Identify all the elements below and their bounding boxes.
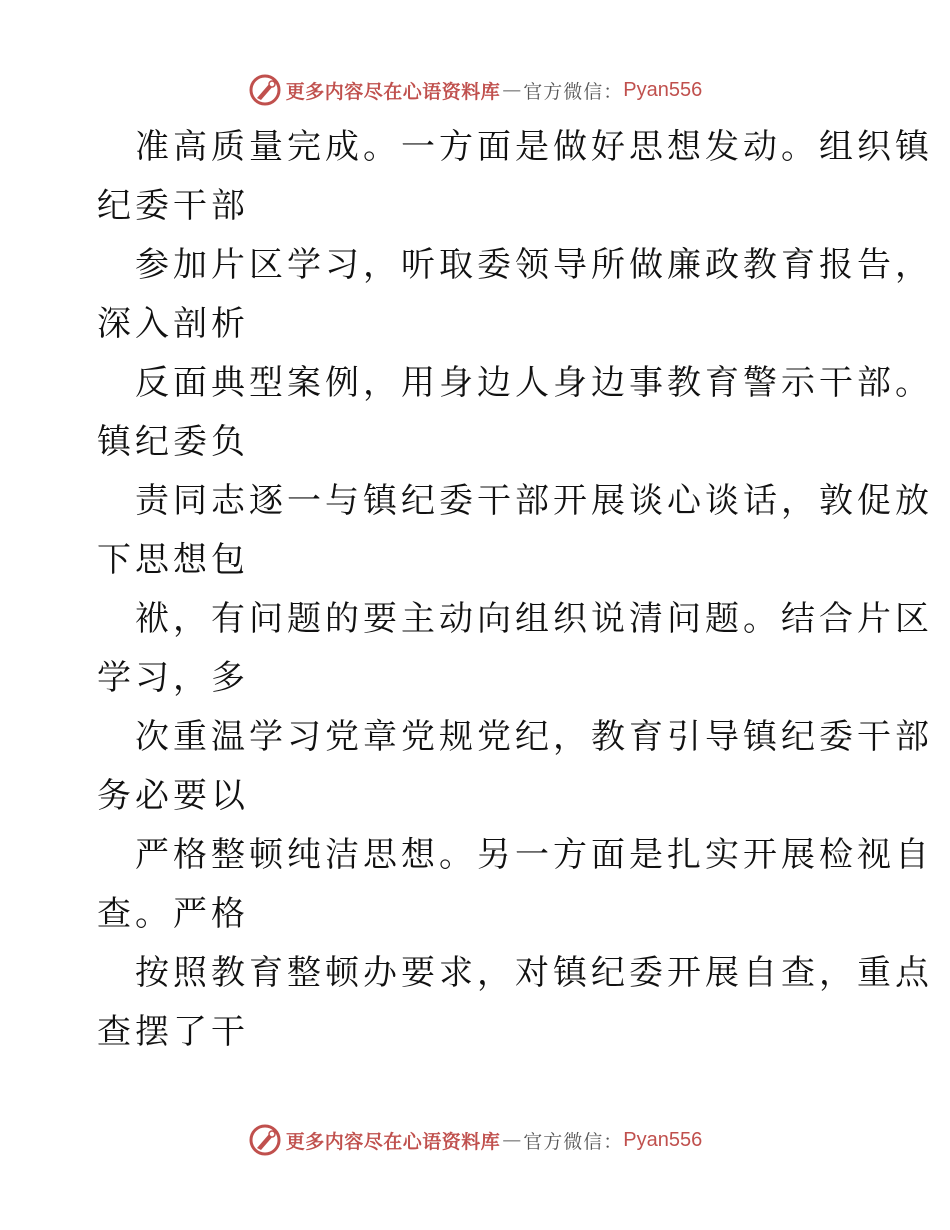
text-line: 务必要以: [97, 776, 249, 816]
watermark-brand-text: 更多内容尽在心语资料库: [285, 80, 501, 103]
text-line: 查摆了干: [97, 1012, 249, 1052]
text-line: 准高质量完成。一方面是做好思想发动。组织镇: [135, 127, 933, 167]
text-line: 参加片区学习，听取委领导所做廉政教育报告，: [135, 245, 933, 285]
watermark-label: 官方微信：: [523, 80, 624, 103]
text-line: 镇纪委负: [97, 422, 249, 462]
watermark-wechat-id: Pyan556: [623, 78, 703, 101]
footer-watermark: [0, 1120, 950, 1160]
text-line: 深入剖析: [97, 304, 249, 344]
watermark-separator: —: [502, 79, 522, 101]
text-line: 查。严格: [97, 894, 249, 934]
watermark-brand-text: 更多内容尽在心语资料库: [285, 1130, 501, 1153]
header-watermark: [0, 70, 950, 110]
text-line: 反面典型案例，用身边人身边事教育警示干部。: [135, 363, 933, 403]
text-line: 按照教育整顿办要求，对镇纪委开展自查，重点: [135, 953, 933, 993]
watermark-wechat-id: Pyan556: [623, 1128, 703, 1151]
watermark-label: 官方微信：: [523, 1130, 624, 1153]
text-line: 袱，有问题的要主动向组织说清问题。结合片区: [135, 599, 933, 639]
text-line: 下思想包: [97, 540, 249, 580]
watermark-separator: —: [502, 1129, 522, 1151]
text-line: 学习，多: [97, 658, 249, 698]
text-line: 次重温学习党章党规党纪，教育引导镇纪委干部: [135, 717, 933, 757]
text-line: 纪委干部: [97, 186, 249, 226]
text-line: 严格整顿纯洁思想。另一方面是扎实开展检视自: [135, 835, 933, 875]
quill-seal-icon: [248, 1123, 282, 1157]
quill-seal-icon: [248, 73, 282, 107]
document-body: [97, 118, 933, 1062]
text-line: 责同志逐一与镇纪委干部开展谈心谈话，敦促放: [135, 481, 933, 521]
